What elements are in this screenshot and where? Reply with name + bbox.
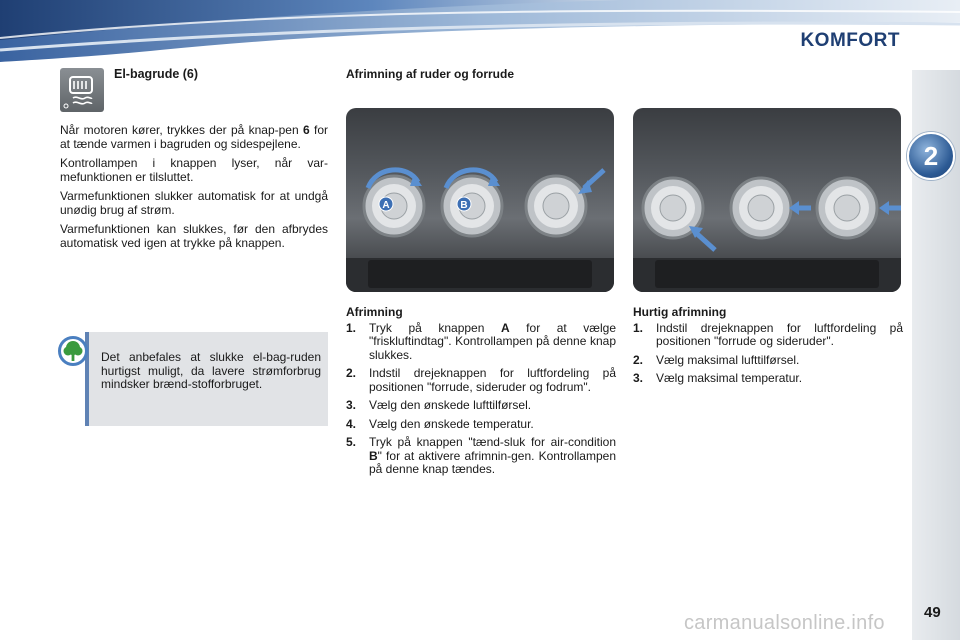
list-item: 3. Vælg maksimal temperatur. [633,371,803,385]
tree-icon [58,336,88,366]
section-title: KOMFORT [800,30,900,51]
page-number: 49 [924,604,941,621]
rear-window-text [60,124,328,256]
quick-defrost-instructions [633,306,903,391]
paragraph: Kontrollampen i knappen lyser, når var-mefunktionen er tilsluttet. [60,156,328,184]
list-item: 1. Tryk på knappen A for at vælge "friskluftindtag". Kontrollampen på denne knap slukkes. [346,320,616,362]
list-item: 2. Vælg maksimal lufttilførsel. [633,352,800,367]
watermark: carmanualsonline.info [684,612,885,634]
list-item: 5. Tryk på knappen "tænd-sluk for air-condition B" for at aktivere afrimnin-gen. Kontrollampen på denne knap tændes. [346,435,616,476]
paragraph: Varmefunktionen slukker automatisk for at undgå unødig brug af strøm. [60,189,328,217]
chapter-badge[interactable]: 2 [907,132,955,180]
list-item: 2. Indstil drejeknappen for luftfordeling på positionen "forrude, sideruder og fodrum". [346,366,616,394]
list-item: 1. Indstil drejeknappen for luftfordeling på positionen "forrude og sideruder". [633,320,903,348]
page-header [0,0,960,62]
defrost-heading: Afrimning [346,305,403,319]
rear-window-title: El-bagrude (6) [114,67,199,81]
defrost-instructions [346,306,616,482]
paragraph: Varmefunktionen kan slukkes, før den afbrydes automatisk ved igen at trykke på knappen. [60,222,328,250]
button-a-label: A [382,200,390,211]
defrost-title: Afrimning af ruder og forrude [346,67,514,81]
paragraph: Når motoren kører, trykkes der på knap-pen 6 for at tænde varmen i bagruden og sidespejlene. [60,123,328,151]
button-b-label: B [460,200,468,211]
climate-panel-photo-a [346,108,614,292]
list-item: 4. Vælg den ønskede temperatur. [346,416,534,431]
tip-text: Det anbefales at slukke el-bag-ruden hurtigst muligt, da lavere strømforbrug mindsker brænd-stofforbruget. [101,350,321,391]
list-item: 3. Vælg den ønskede lufttilførsel. [346,398,532,412]
rear-defrost-icon [60,68,104,112]
climate-panel-photo-b [633,108,901,292]
quick-defrost-heading: Hurtig afrimning [633,305,727,319]
